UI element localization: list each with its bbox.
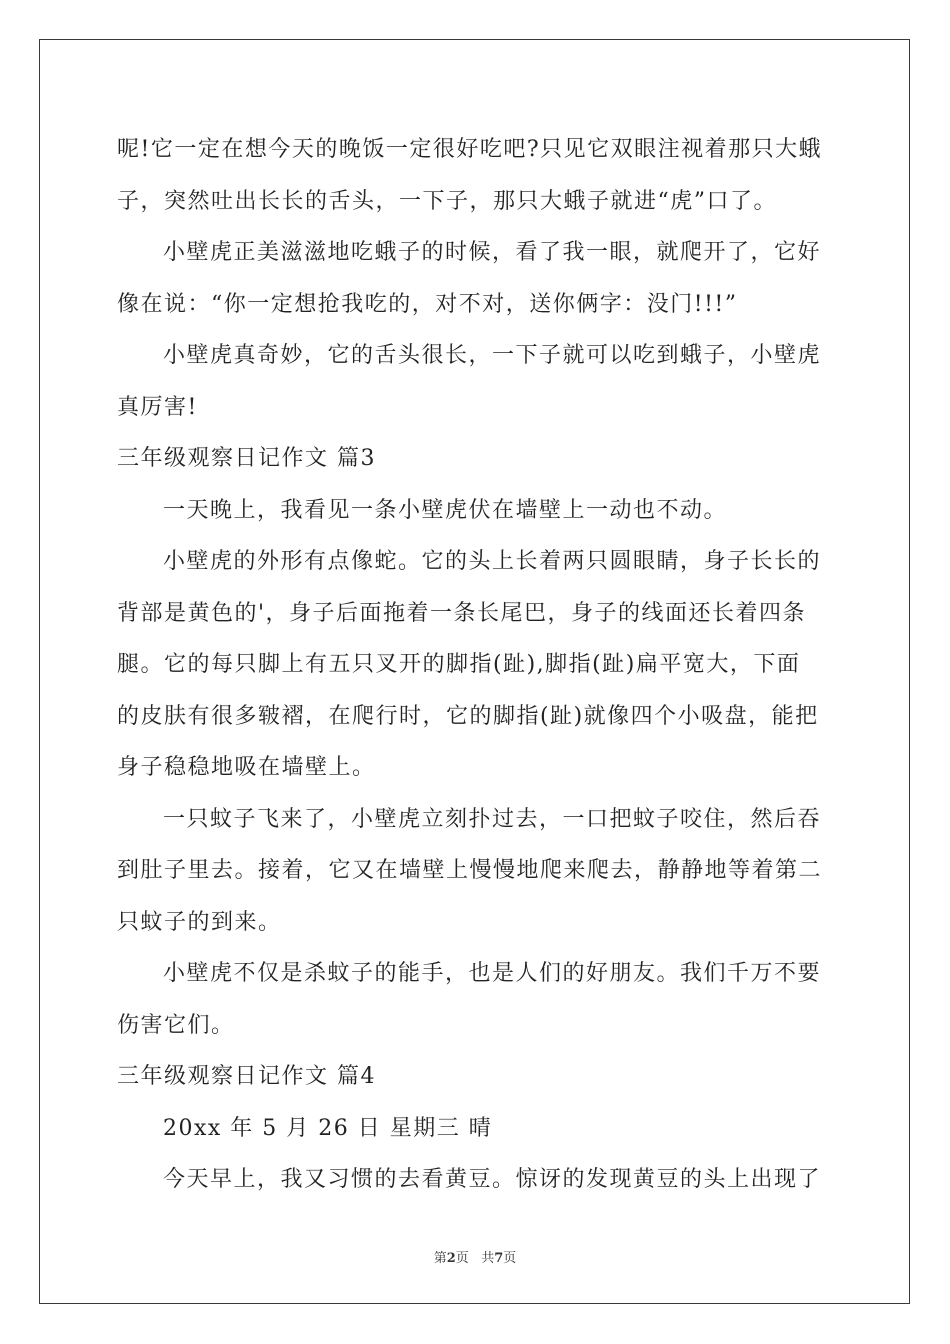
document-body bbox=[117, 124, 835, 1206]
text-line: 小壁虎正美滋滋地吃蛾子的时候，看了我一眼，就爬开了，它好 bbox=[163, 240, 822, 265]
date-line: 20xx 年 5 月 26 日 星期三 晴 bbox=[163, 1115, 493, 1141]
text-line: 小壁虎真奇妙，它的舌头很长，一下子就可以吃到蛾子，小壁虎 bbox=[163, 343, 822, 368]
section-heading: 三年级观察日记作文 篇4 bbox=[117, 1064, 376, 1089]
text-line: 腿。它的每只脚上有五只叉开的脚指(趾),脚指(趾)扁平宽大，下面 bbox=[117, 652, 801, 677]
current-page-number: 2 bbox=[446, 1251, 456, 1266]
section-heading: 三年级观察日记作文 篇3 bbox=[117, 446, 376, 471]
text-line: 身子稳稳地吸在墙壁上。 bbox=[117, 755, 376, 780]
text-line: 像在说：“你一定想抢我吃的，对不对，送你俩字：没门!!!” bbox=[117, 291, 738, 317]
text-line: 子，突然吐出长长的舌头，一下子，那只大蛾子就进“虎”口了。 bbox=[117, 188, 777, 214]
footer-suffix: 页 bbox=[503, 1251, 517, 1266]
text-line: 小壁虎不仅是杀蚊子的能手，也是人们的好朋友。我们千万不要 bbox=[163, 961, 822, 986]
text-line: 伤害它们。 bbox=[117, 1012, 235, 1038]
text-line: 小壁虎的外形有点像蛇。它的头上长着两只圆眼睛，身子长长的 bbox=[163, 549, 822, 574]
text-line: 背部是黄色的'，身子后面拖着一条长尾巴，身子的线面还长着四条 bbox=[117, 600, 807, 626]
page-footer bbox=[0, 1247, 950, 1266]
text-line: 呢!它一定在想今天的晚饭一定很好吃吧?只见它双眼注视着那只大蛾 bbox=[117, 137, 823, 162]
text-line: 只蚊子的到来。 bbox=[117, 909, 282, 935]
footer-mid: 页 共 bbox=[455, 1251, 495, 1266]
text-line: 真厉害! bbox=[117, 394, 198, 420]
text-line: 一天晚上，我看见一条小壁虎伏在墙壁上一动也不动。 bbox=[163, 497, 728, 523]
total-page-number: 7 bbox=[494, 1251, 504, 1266]
text-line: 的皮肤有很多皲褶，在爬行时，它的脚指(趾)就像四个小吸盘，能把 bbox=[117, 703, 819, 729]
text-line: 一只蚊子飞来了，小壁虎立刻扑过去，一口把蚊子咬住，然后吞 bbox=[163, 806, 822, 832]
footer-prefix: 第 bbox=[433, 1251, 447, 1266]
text-line: 到肚子里去。接着，它又在墙壁上慢慢地爬来爬去，静静地等着第二 bbox=[117, 858, 823, 883]
text-line: 今天早上，我又习惯的去看黄豆。惊讶的发现黄豆的头上出现了 bbox=[163, 1167, 822, 1192]
